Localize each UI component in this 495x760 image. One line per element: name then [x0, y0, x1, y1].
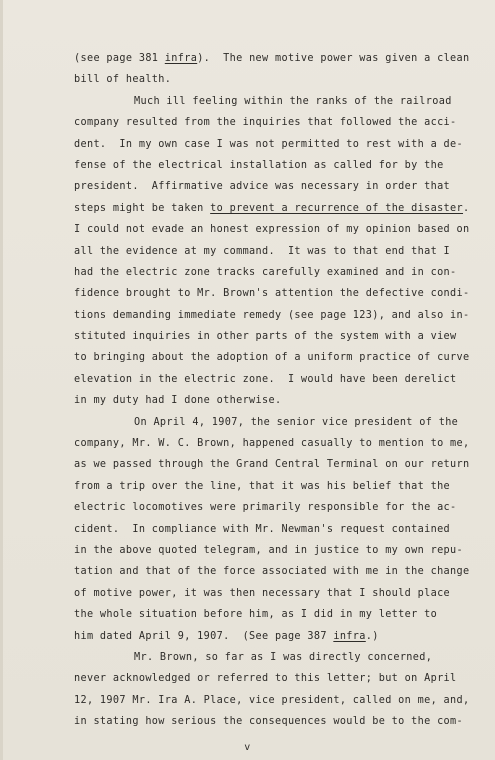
text-line — [74, 241, 466, 262]
text-segment: president. Affirmative advice was necessary in order that — [74, 181, 451, 193]
underlined-text: to prevent a recurrence of the disaster — [210, 202, 464, 214]
text-line — [74, 134, 466, 155]
text-segment: in the above quoted telegram, and in justice to my own repu- — [74, 544, 464, 556]
text-line — [74, 390, 466, 411]
text-segment: dent. In my own case I was not permitted to rest with a de- — [74, 138, 464, 150]
page-edge — [0, 0, 3, 760]
text-segment: Much ill feeling within the ranks of the railroad — [134, 95, 452, 107]
text-line — [74, 412, 466, 433]
text-segment: . — [463, 202, 470, 214]
text-segment: tions demanding immediate remedy (see page 123), and also in- — [74, 309, 470, 321]
text-segment: (see page 381 — [74, 53, 165, 64]
text-segment: from a trip over the line, that it was his belief that the — [74, 480, 451, 492]
text-segment: to bringing about the adoption of a uniform practice of curve — [74, 352, 470, 364]
page-number: v — [244, 742, 251, 753]
text-line — [74, 369, 466, 390]
text-line — [74, 561, 470, 582]
text-segment: never acknowledged or referred to this letter; but on April — [74, 673, 457, 685]
text-line — [74, 176, 466, 197]
text-line — [74, 305, 470, 326]
text-line — [74, 583, 466, 604]
text-line — [74, 668, 466, 689]
text-line — [74, 454, 470, 475]
text-segment: in stating how serious the consequences would be to the com- — [74, 716, 464, 728]
text-segment: as we passed through the Grand Central Terminal on our return — [74, 459, 470, 471]
text-line — [74, 540, 466, 561]
text-line — [74, 433, 470, 454]
text-segment: bill of health. — [74, 74, 172, 86]
text-segment: of motive power, it was then necessary that I should place — [74, 587, 451, 599]
text-segment: fense of the electrical installation as called for by the — [74, 159, 444, 171]
text-line — [74, 497, 466, 518]
text-line — [74, 711, 466, 732]
text-line — [74, 69, 466, 90]
text-line — [74, 262, 466, 283]
text-segment: cident. In compliance with Mr. Newman's request contained — [74, 523, 451, 535]
text-segment: 12, 1907 Mr. Ira A. Place, vice president, called on me, and, — [74, 694, 470, 706]
text-line — [74, 155, 466, 176]
text-line — [74, 48, 470, 69]
text-line — [74, 690, 470, 711]
text-segment: elevation in the electric zone. I would have been derelict — [74, 373, 457, 385]
text-line — [74, 626, 466, 647]
text-segment: I could not evade an honest expression of my opinion based on — [74, 224, 470, 236]
text-segment: ). The new motive power was given a clean — [197, 53, 470, 64]
text-segment: tation and that of the force associated with me in the change — [74, 566, 470, 578]
underlined-text: infra — [164, 53, 198, 64]
text-line — [74, 604, 466, 625]
text-segment: had the electric zone tracks carefully examined and in con- — [74, 266, 457, 278]
text-line — [74, 326, 466, 347]
text-segment: electric locomotives were primarily responsible for the ac- — [74, 502, 457, 514]
text-line — [74, 198, 470, 219]
text-line — [74, 219, 470, 240]
text-line — [74, 347, 470, 368]
text-line — [74, 283, 470, 304]
text-segment: company, Mr. W. C. Brown, happened casually to mention to me, — [74, 438, 470, 450]
text-segment: .) — [365, 630, 379, 642]
text-line — [74, 476, 466, 497]
text-segment: stituted inquiries in other parts of the system with a view — [74, 331, 457, 343]
text-segment: in my duty had I done otherwise. — [74, 395, 282, 407]
text-segment: all the evidence at my command. It was to that end that I — [74, 245, 451, 257]
underlined-text: infra — [333, 630, 366, 642]
text-segment: On April 4, 1907, the senior vice president of the — [134, 416, 459, 428]
body-text — [74, 48, 470, 733]
text-segment: the whole situation before him, as I did in my letter to — [74, 609, 438, 621]
text-segment: steps might be taken — [74, 202, 211, 214]
text-segment: fidence brought to Mr. Brown's attention the defective condi- — [74, 288, 470, 300]
text-line — [74, 647, 466, 668]
text-segment: Mr. Brown, so far as I was directly concerned, — [134, 651, 433, 663]
text-segment: him dated April 9, 1907. (See page 387 — [74, 630, 334, 642]
text-segment: company resulted from the inquiries that followed the acci- — [74, 117, 457, 129]
text-line — [74, 519, 466, 540]
text-line — [74, 91, 466, 112]
text-line — [74, 112, 466, 133]
